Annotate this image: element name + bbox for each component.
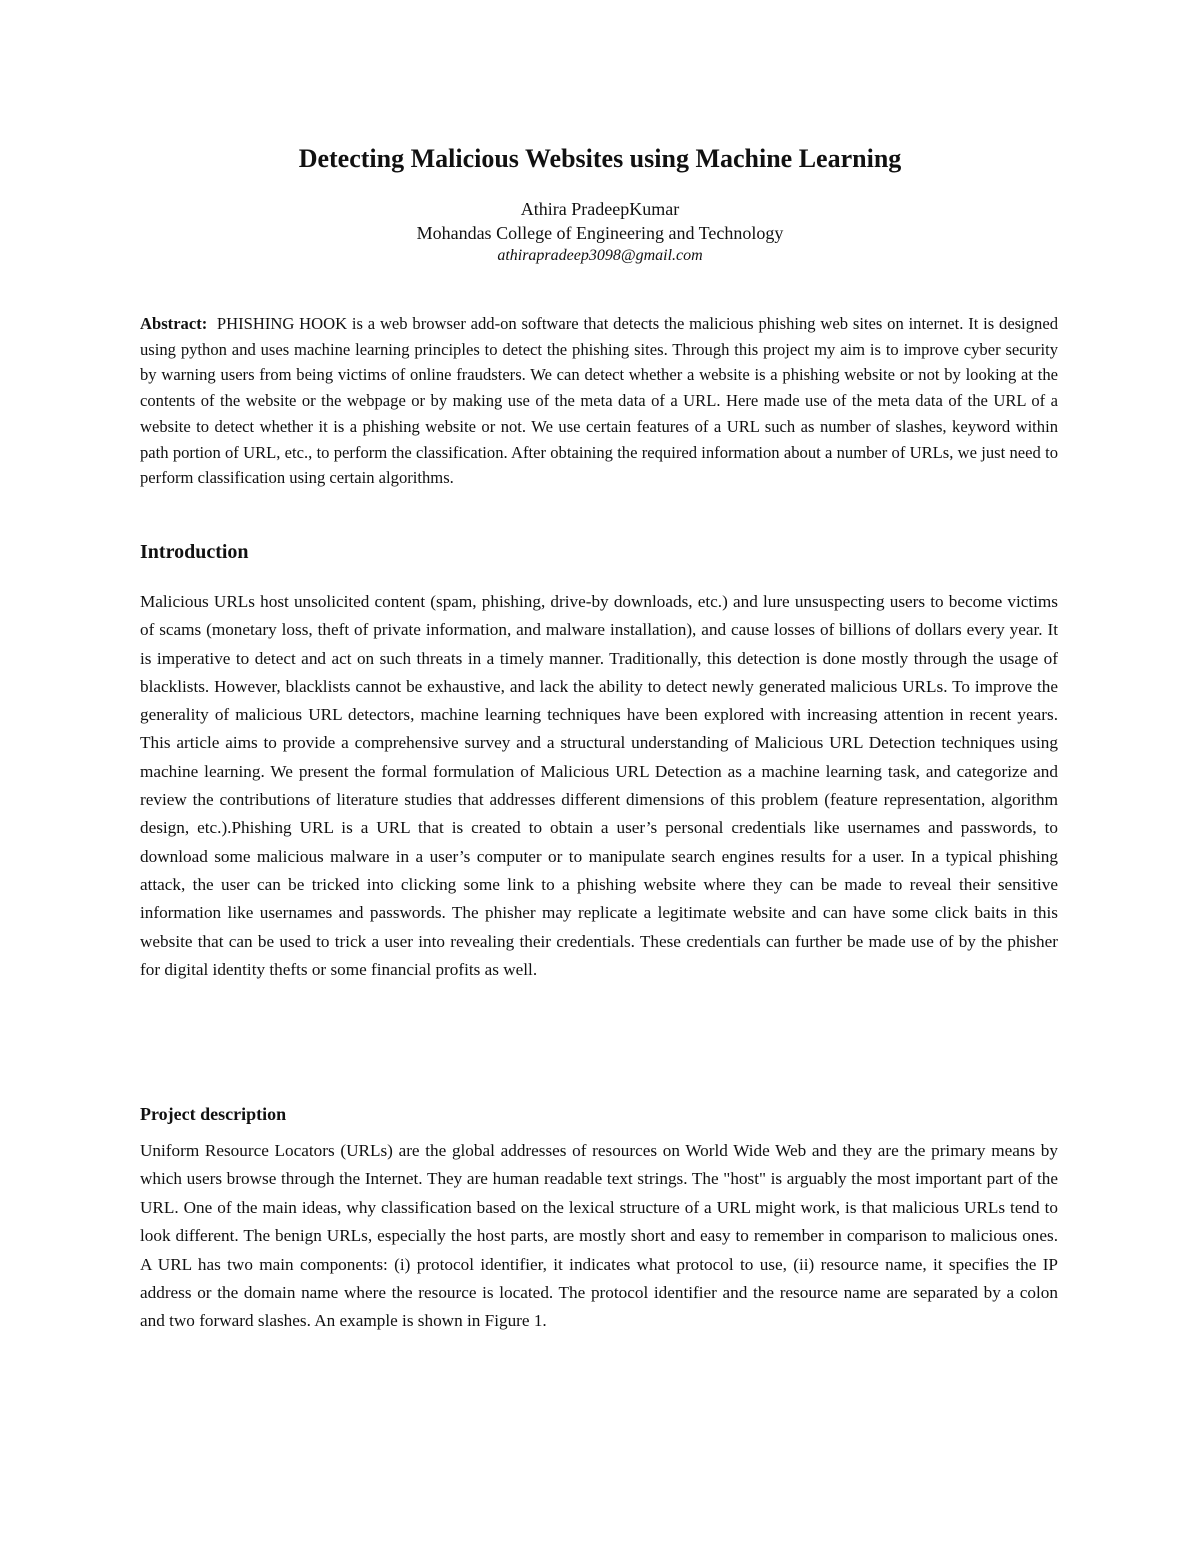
project-description-section [140, 1137, 1058, 1336]
project-description-text: Uniform Resource Locators (URLs) are the global addresses of resources on World Wide Web and they are the primary means by which users browse through the Internet. They are human readable text strings. The "host" is arguably the most important part of the URL. One of the main ideas, why classification based on the lexical structure of a URL might work, is that malicious URLs tend to look different. The benign URLs, especially the host parts, are mostly short and easy to remember in comparison to malicious ones. A URL has two main components: (i) protocol identifier, it indicates what protocol to use, (ii) resource name, it specifies the IP address or the domain name where the resource is located. The protocol identifier and the resource name are separated by a colon and two forward slashes. An example is shown in Figure 1. [140, 1141, 1058, 1331]
author-block [0, 197, 1200, 267]
introduction-text: Malicious URLs host unsolicited content (spam, phishing, drive-by downloads, etc.) and lure unsuspecting users to become victims of scams (monetary loss, theft of private information, and malware installation), and cause losses of billions of dollars every year. It is imperative to detect and act on such threats in a timely manner. Traditionally, this detection is done mostly through the usage of blacklists. However, blacklists cannot be exhaustive, and lack the ability to detect newly generated malicious URLs. To improve the generality of malicious URL detectors, machine learning techniques have been explored with increasing attention in recent years. This article aims to provide a comprehensive survey and a structural understanding of Malicious URL Detection techniques using machine learning. We present the formal formulation of Malicious URL Detection as a machine learning task, and categorize and review the contributions of literature studies that addresses different dimensions of this problem (feature representation, algorithm design, etc.).Phishing URL is a URL that is created to obtain a user’s personal credentials like usernames and passwords, to download some malicious malware in a user’s computer or to manipulate search engines results for a user. In a typical phishing attack, the user can be tricked into clicking some link to a phishing website where they can be made to reveal their sensitive information like usernames and passwords. The phisher may replicate a legitimate website and can have some click baits in this website that can be used to trick a user into revealing their credentials. These credentials can further be made use of by the phisher for digital identity thefts or some financial profits as well. [140, 592, 1058, 979]
abstract-text: PHISHING HOOK is a web browser add-on software that detects the malicious phishing web sites on internet. It is designed using python and uses machine learning principles to detect the phishing sites. Through this project my aim is to improve cyber security by warning users from being victims of online fraudsters. We can detect whether a website is a phishing website or not by looking at the contents of the website or the webpage or by making use of the meta data of a URL. Here made use of the meta data of the URL of a website to detect whether it is a phishing website or not. We use certain features of a URL such as number of slashes, keyword within path portion of URL, etc., to perform the classification. After obtaining the required information about a number of URLs, we just need to perform classification using certain algorithms. [140, 314, 1059, 488]
abstract-section [140, 311, 1058, 491]
author-affiliation: Mohandas College of Engineering and Technology [416, 223, 784, 243]
abstract-label: Abstract: [140, 314, 208, 333]
introduction-section [140, 588, 1058, 984]
abstract-paragraph [140, 311, 1058, 491]
author-name: Athira PradeepKumar [520, 199, 680, 219]
author-email: athirapradeep3098@gmail.com [497, 247, 703, 264]
project-description-heading: Project description [140, 1104, 287, 1124]
introduction-heading: Introduction [140, 541, 249, 563]
paper-title: Detecting Malicious Websites using Machine Learning [298, 144, 902, 173]
